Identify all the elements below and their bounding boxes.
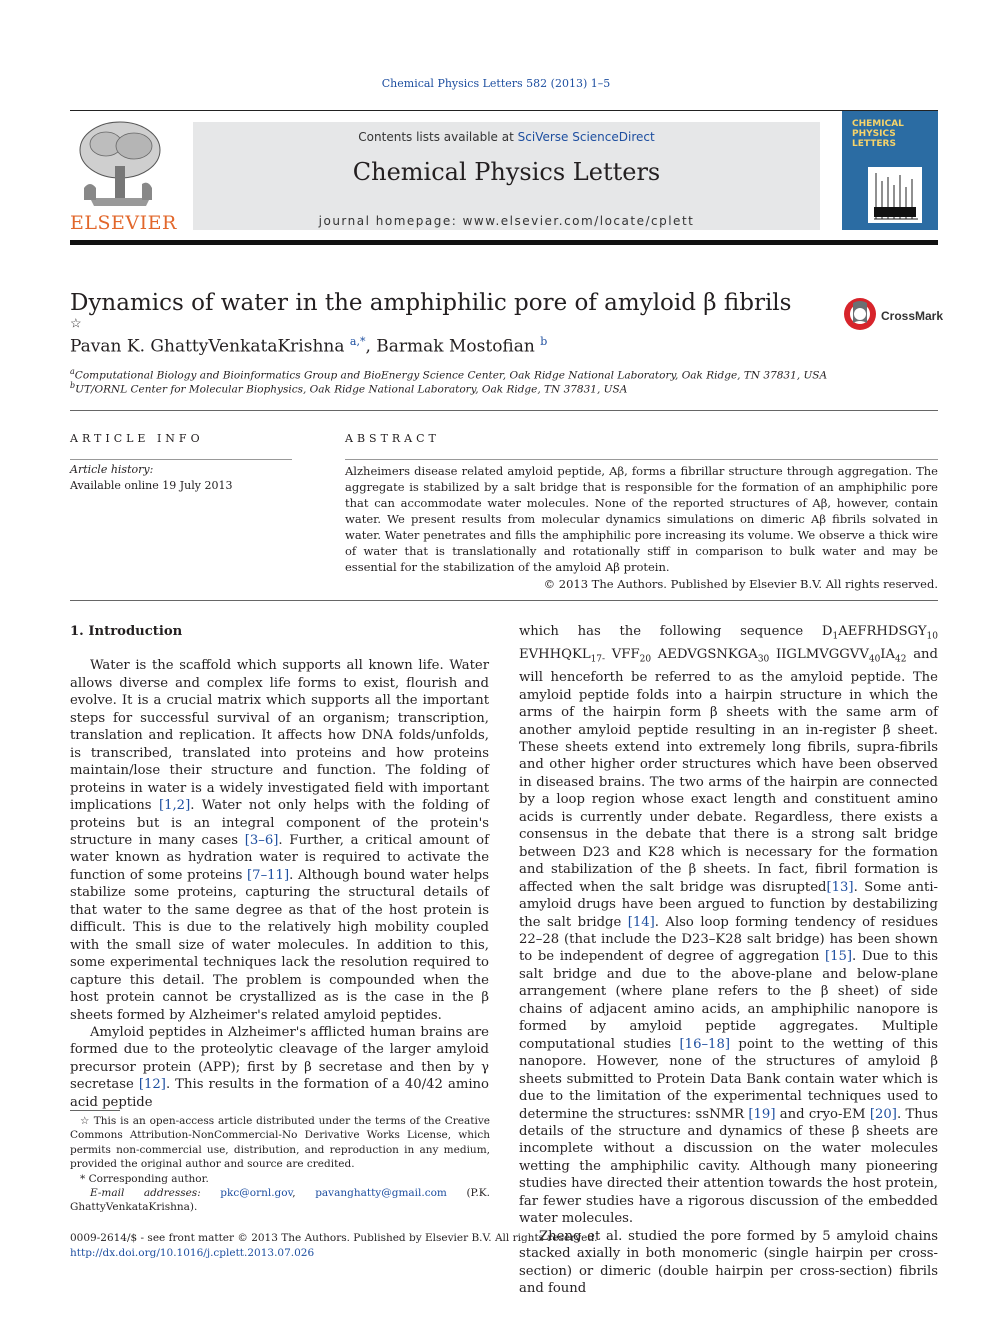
page-footer xyxy=(70,1231,670,1260)
abstract-heading: ABSTRACT xyxy=(345,432,440,445)
paragraph xyxy=(70,657,489,1024)
author-affil-mark[interactable]: a,* xyxy=(349,335,366,348)
subscript: 1 xyxy=(832,631,839,642)
text-run: AEDVGSNKGA xyxy=(651,647,758,663)
text-run: . Some anti-amyloid drugs have been argued to function by destabilizing the salt bridge xyxy=(519,879,938,930)
homepage-url[interactable]: www.elsevier.com/locate/cplett xyxy=(462,214,695,228)
footnote-mark: * xyxy=(80,1172,86,1185)
article-info-heading: ARTICLE INFO xyxy=(70,432,204,445)
contents-prefix: Contents lists available at xyxy=(358,130,518,144)
issn-line: 0009-2614/$ - see front matter © 2013 The Authors. Published by Elsevier B.V. All rights reserved. xyxy=(70,1232,598,1244)
affiliation-mark: b xyxy=(70,381,76,390)
text-run: Water is the scaffold which supports all known life. Water allows diverse and complex life forms to exist, flourish and evolve. It is a crucial matrix which supports all the important steps for successful survival of an organism; transcription, translation and replication. It affects how DNA folds/unfolds, is transcribed, translated into proteins and how proteins maintain/lose their structure and function. The folding of proteins in water is a widely investigated field with important implications xyxy=(70,658,489,814)
citation-link[interactable]: [16–18] xyxy=(679,1036,730,1052)
citation-link[interactable]: [19] xyxy=(748,1106,776,1122)
cover-title xyxy=(852,119,904,149)
text-run: which has the following sequence D xyxy=(519,624,833,639)
title-text: Dynamics of water in the amphiphilic pore of amyloid β fibrils xyxy=(70,290,792,316)
abstract-rule xyxy=(345,459,938,460)
affiliation-mark: a xyxy=(70,367,75,376)
license-footnote xyxy=(70,1114,490,1172)
text-run: AEFRHDSGY xyxy=(838,624,927,639)
cover-title-line: PHYSICS xyxy=(852,129,896,139)
text-run: . Water not only helps with the folding of proteins but is an integral component of the protein's structure in many cases xyxy=(70,798,490,848)
header-thick-rule xyxy=(70,240,938,245)
paragraph xyxy=(70,1024,489,1111)
text-run: IIGLMVGGVV xyxy=(769,647,869,663)
text-run: . Thus details of the structure and dynamics of these β sheets are incomplete without a discussion on the water molecules wetting the amphiphilic cavity. Although many pioneering studies have directed their attention towards the host protein, far fewer studies have a rigorous discussion of the embedded water molecules. xyxy=(519,1106,938,1227)
cover-title-line: CHEMICAL xyxy=(852,119,904,129)
subscript: 40 xyxy=(868,654,881,665)
author-name: Pavan K. GhattyVenkataKrishna xyxy=(70,336,345,357)
crossmark-icon xyxy=(843,297,877,331)
text-run: IA xyxy=(880,647,896,663)
title-footnote-mark[interactable]: ☆ xyxy=(70,316,82,332)
affiliation-text: UT/ORNL Center for Molecular Biophysics, Oak Ridge National Laboratory, Oak Ridge, TN 37831, USA xyxy=(75,383,628,396)
contents-line xyxy=(193,130,820,144)
journal-header xyxy=(193,122,820,230)
left-column xyxy=(70,623,489,1111)
text-run: . Due to this salt bridge and due to the above-plane and below-plane arrangement (where plane refers to the β sheet) of side chains of adjacent amino acids, an amphiphilic nanopore is formed by amyloid peptide aggregates. Multiple computational studies xyxy=(519,949,939,1052)
subscript: 30 xyxy=(757,654,770,665)
right-column xyxy=(519,623,938,1298)
footnote-text: Corresponding author. xyxy=(88,1172,209,1185)
subscript: 20 xyxy=(639,654,652,665)
text-run: . This results in the formation of a 40/42 amino acid peptide xyxy=(70,1077,489,1110)
citation-link[interactable]: [7–11] xyxy=(247,867,290,883)
email-footnote: E-mail addresses: pkc@ornl.gov, pavanghatty@gmail.com (P.K. GhattyVenkataKrishna). xyxy=(70,1187,490,1214)
cover-plot-icon xyxy=(868,167,922,223)
author-name: Barmak Mostofian xyxy=(376,336,535,357)
affiliation xyxy=(70,367,830,382)
email-link[interactable]: pkc@ornl.gov xyxy=(220,1187,293,1200)
article-history-value: Available online 19 July 2013 xyxy=(70,479,233,492)
citation-link[interactable]: [15] xyxy=(824,949,853,965)
elsevier-tree-icon xyxy=(70,118,170,210)
citation-link[interactable]: [13] xyxy=(826,879,854,895)
corresponding-footnote xyxy=(70,1172,490,1186)
paragraph: Zheng et al. studied the pore formed by 5 amyloid chains stacked axially in both monomeric (single hairpin per cross-section) or dimeric (double hairpin per cross-section) fibrils and found xyxy=(519,1228,938,1297)
footnote-text: This is an open-access article distributed under the terms of the Creative Commons Attribution-NonCommercial-No Derivative Works License, which permits non-commercial use, distribution, and reproduction in any medium, provided the original author and source are credited. xyxy=(70,1115,490,1171)
text-run: EVHHQKL xyxy=(519,647,591,663)
elsevier-wordmark: ELSEVIER xyxy=(70,212,177,234)
cover-graphic xyxy=(868,167,922,223)
text-run: . Also loop forming tendency of residues 22–28 (that include the D23–K28 salt bridge) has been shown to be independent of degree of aggregation xyxy=(519,914,938,965)
section-heading: 1. Introduction xyxy=(70,624,183,639)
email-link[interactable]: pavanghatty@gmail.com xyxy=(315,1187,447,1200)
affiliation-rule xyxy=(70,410,938,411)
text-run: Amyloid peptides in Alzheimer's afflicted human brains are formed due to the proteolytic cleavage of the larger amyloid precursor protein (APP); first by β secretase and then by γ secretase xyxy=(70,1024,489,1093)
abstract-text: Alzheimers disease related amyloid peptide, Aβ, forms a fibrillar structure through aggregation. The aggregate is stabilized by a salt bridge that is responsible for the formation of an amphiphilic pore that can accommodate water molecules. None of the reported structures of Aβ, however, contain water. We present results from molecular dynamics simulations on dimeric Aβ fibrils solvated in water. Water penetrates and fills the amphiphilic pore increasing its volume. We observe a thick wire of water that is translationally and rotationally stiff in comparison to bulk water and may be essential for the stabilization of the amyloid Aβ protein. xyxy=(345,464,938,574)
author-list xyxy=(70,335,810,357)
abstract-copyright: © 2013 The Authors. Published by Elsevier B.V. All rights reserved. xyxy=(543,577,938,591)
citation-link[interactable]: [3–6] xyxy=(244,832,279,848)
citation-link[interactable]: [1,2] xyxy=(158,798,191,814)
homepage-prefix: journal homepage: xyxy=(318,214,463,228)
affiliation-text: Computational Biology and Bioinformatics Group and BioEnergy Science Center, Oak Ridge National Laboratory, Oak Ridge, TN 37831, USA xyxy=(74,369,828,382)
paragraph xyxy=(519,623,938,1228)
footnote-rule xyxy=(70,1110,120,1111)
abstract-bottom-rule xyxy=(70,600,938,601)
elsevier-logo[interactable] xyxy=(70,118,177,236)
text-run: and will henceforth be referred to as the amyloid peptide. The amyloid peptide folds into a hairpin structure in which the arms of the hairpin form β sheets with the same arm of another amyloid peptide resulting in an in-register β sheet. These sheets extend into extremely long fibrils, supra-fibrils and other higher order structures which have been observed in diseased brains. The two arms of the hairpin are connected by a loop region whose exact length and constituent amino acids is currently under debate. Regardless, there exists a consensus in the debate that there is a strong salt bridge between D23 and K28 which is necessary for the formation and stabilization of the β sheets. In fact, fibril formation is affected when the salt bridge was disrupted xyxy=(519,647,938,895)
text-run: . Further, a critical amount of water known as hydration water is required to activate the function of some proteins xyxy=(70,832,489,883)
journal-cover[interactable] xyxy=(842,111,938,230)
affiliation xyxy=(70,381,830,396)
article-info-rule xyxy=(70,459,292,460)
footnotes xyxy=(70,1114,490,1215)
author-affil-mark[interactable]: b xyxy=(540,335,548,348)
doi-link[interactable]: http://dx.doi.org/10.1016/j.cplett.2013.07.026 xyxy=(70,1246,315,1259)
citation-link[interactable]: [14] xyxy=(627,914,655,930)
journal-homepage xyxy=(193,214,820,228)
crossmark-label: CrossMark xyxy=(881,309,944,323)
text-run: . Although bound water helps stabilize some proteins, capturing the structural details of that water to the same degree as that of the host protein is difficult. This is due to the relatively high mobility coupled with the small size of water molecules. In addition to this, some experimental techniques lack the resolution required to capture this detail. The problem is compounded when the host protein cannot be crystallized as is the case in the β sheets formed by Alzheimer's related amyloid peptides. xyxy=(70,867,489,1023)
text-run: and cryo-EM xyxy=(775,1106,870,1122)
journal-title: Chemical Physics Letters xyxy=(352,158,661,186)
subscript: 42 xyxy=(895,654,907,665)
article-history-label: Article history: xyxy=(70,463,154,476)
text-run: point to the wetting of this nanopore. However, none of the structures of amyloid β sheets submitted to Protein Data Bank contain water which is due to the limitation of the experimental techniques used to determine the structures: ssNMR xyxy=(519,1036,938,1122)
cover-title-line: LETTERS xyxy=(852,139,896,149)
text-run: VFF xyxy=(605,647,640,663)
email-owner: (P.K. GhattyVenkataKrishna). xyxy=(70,1187,490,1214)
sciencedirect-link[interactable]: SciVerse ScienceDirect xyxy=(517,130,655,144)
author-separator: , xyxy=(365,336,377,357)
subscript: 10 xyxy=(926,631,938,642)
crossmark-badge[interactable] xyxy=(843,297,943,333)
email-label: E-mail addresses: xyxy=(90,1187,201,1200)
top-rule xyxy=(70,110,938,111)
subscript: 17- xyxy=(590,654,606,665)
footnote-mark: ☆ xyxy=(80,1115,90,1127)
journal-citation[interactable]: Chemical Physics Letters 582 (2013) 1–5 xyxy=(381,77,611,90)
citation-link[interactable]: [12] xyxy=(138,1077,166,1093)
citation-link[interactable]: [20] xyxy=(869,1106,897,1122)
